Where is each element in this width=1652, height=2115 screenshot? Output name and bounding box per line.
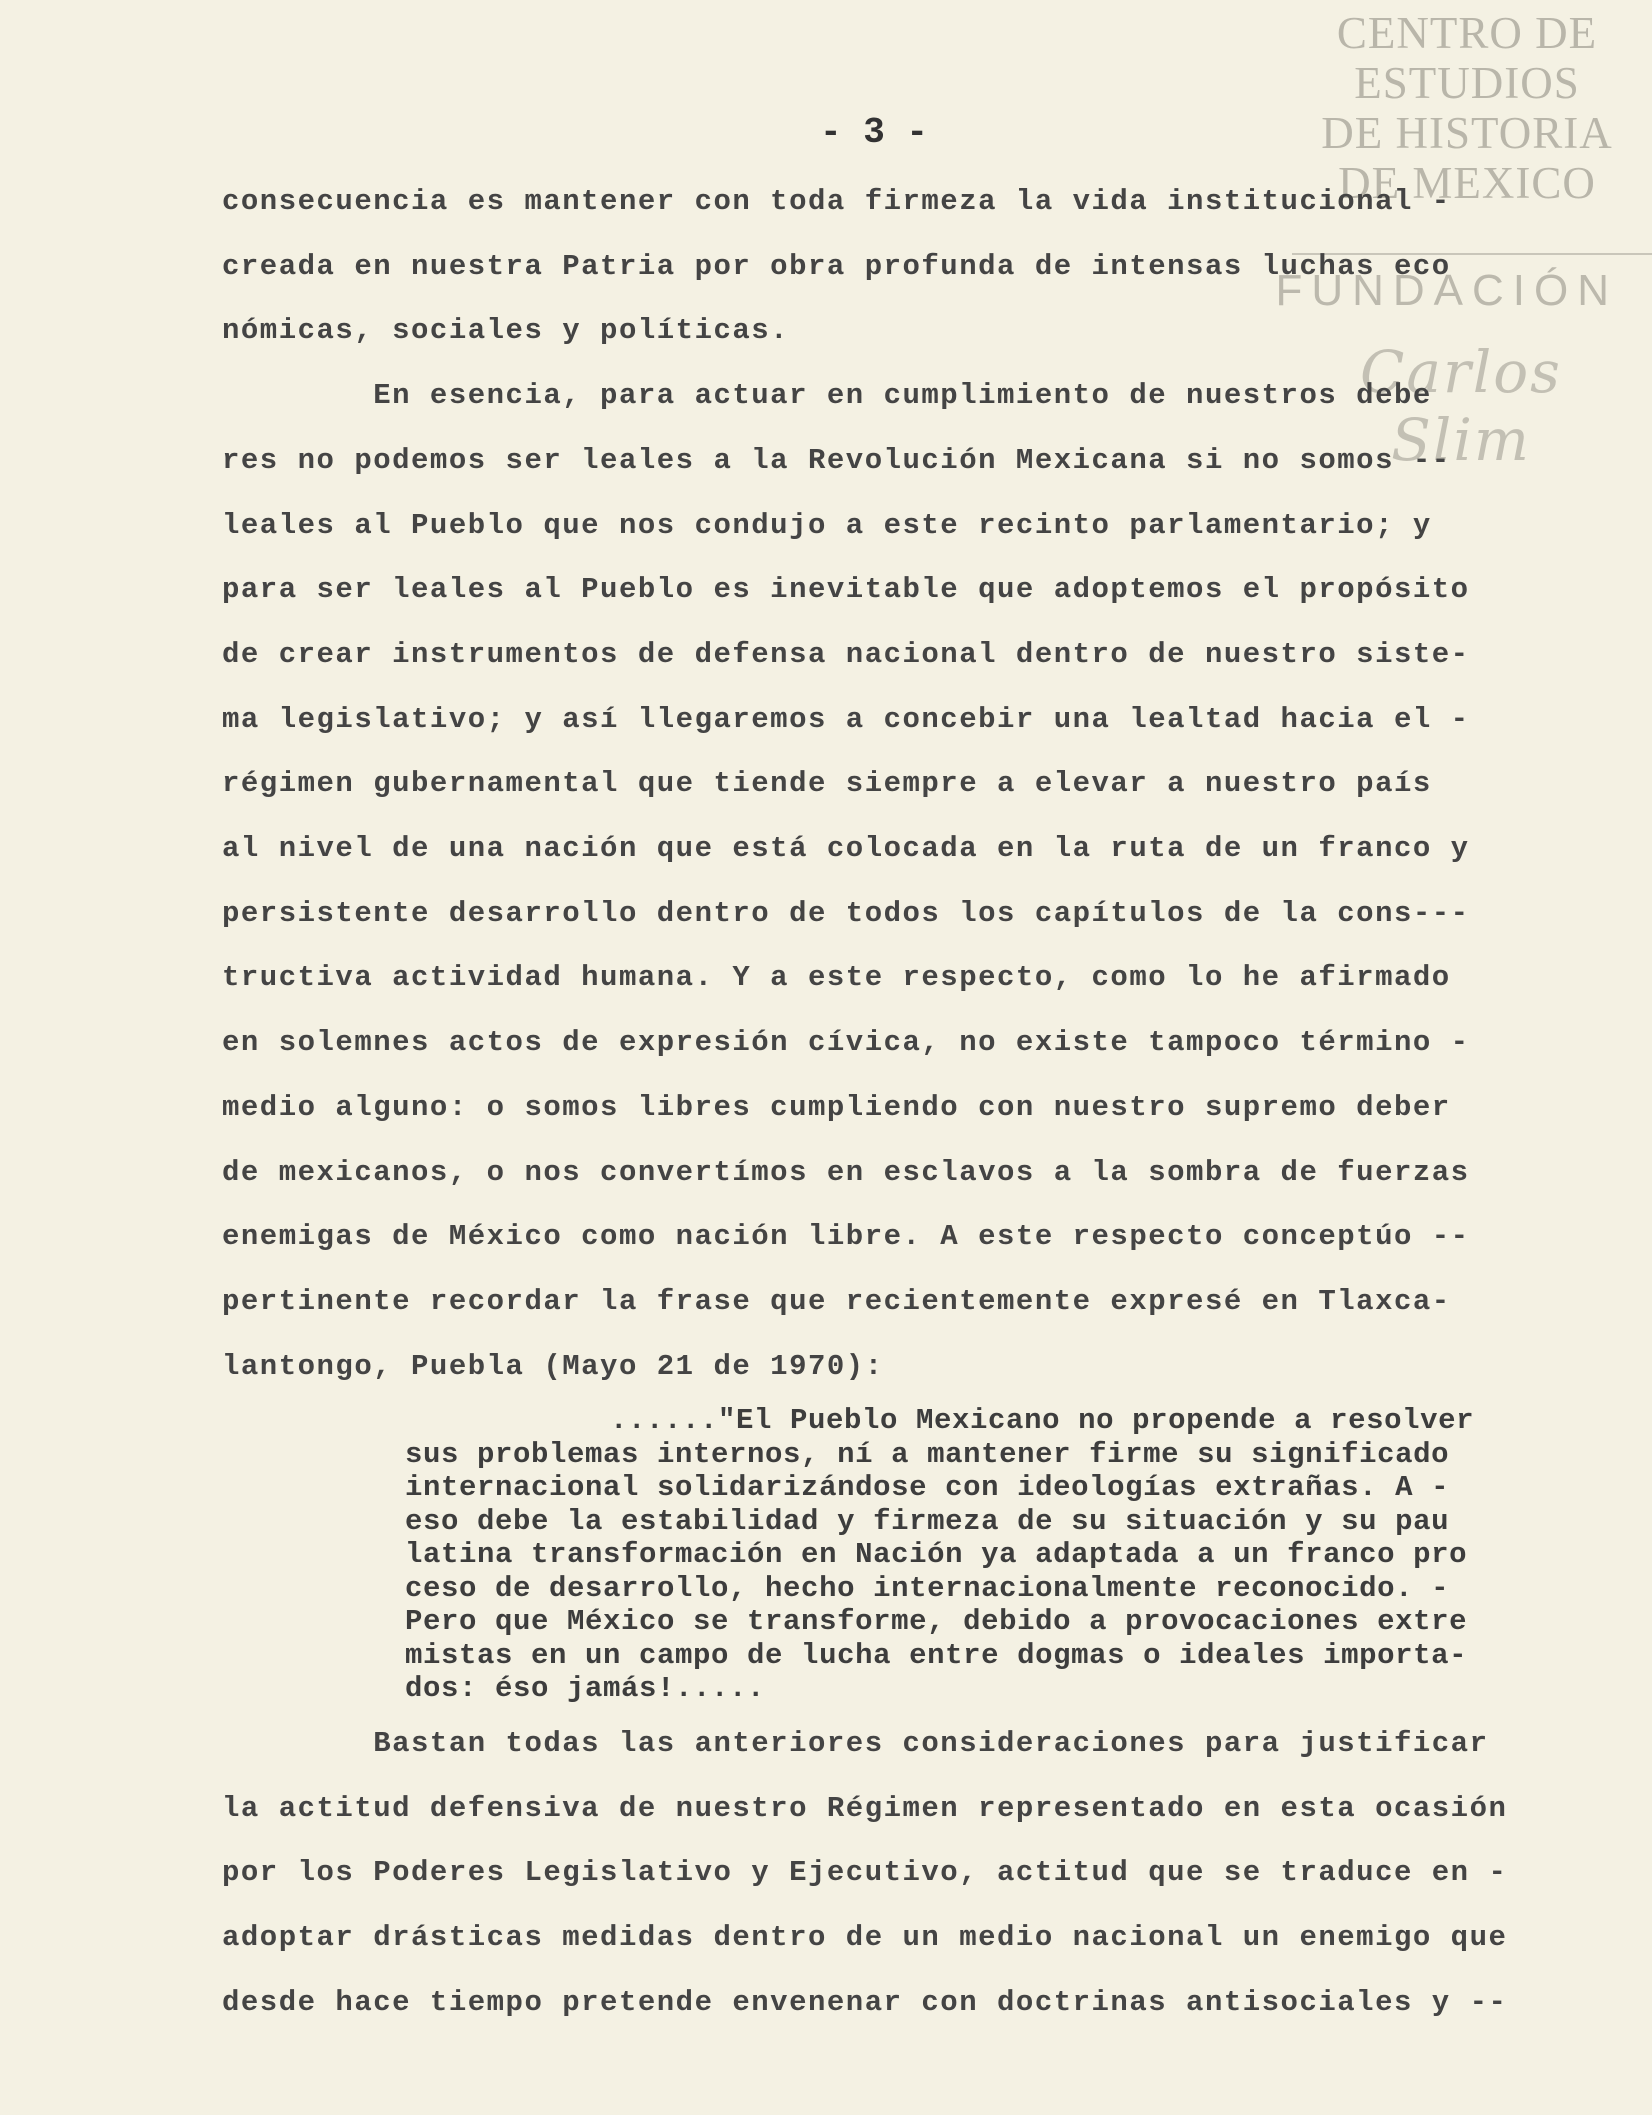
text-line: consecuencia es mantener con toda firmeza la vida institucional - [222, 185, 1451, 218]
text-line: Bastan todas las anteriores consideraciones para justificar [222, 1727, 1489, 1760]
text-line: de mexicanos, o nos convertímos en esclavos a la sombra de fuerzas [222, 1155, 1470, 1189]
page-number: - 3 - [820, 112, 929, 153]
text-line: persistente desarrollo dentro de todos los capítulos de la cons--- [222, 896, 1470, 930]
text-line: En esencia, para actuar en cumplimiento de nuestros debe [222, 379, 1432, 413]
quote-line: sus problemas internos, ní a mantener firme su significado [405, 1437, 1450, 1471]
text-line: en solemnes actos de expresión cívica, no existe tampoco término - [222, 1026, 1470, 1060]
quote-line: latina transformación en Nación ya adaptada a un franco pro [405, 1538, 1468, 1571]
text-line: pertinente recordar la frase que recientemente expresé en Tlaxca- [222, 1284, 1451, 1318]
quote-line: ......"El Pueblo Mexicano no propende a resolver [610, 1404, 1475, 1437]
watermark-line-2: ESTUDIOS [1354, 58, 1580, 108]
quote-line: eso debe la estabilidad y firmeza de su situación y su pau [405, 1504, 1450, 1538]
block-quote [405, 1404, 1585, 1706]
quote-line: internacional solidarizándose con ideologías extrañas. A - [405, 1471, 1450, 1504]
quote-line: ceso de desarrollo, hecho internacionalmente reconocido. - [405, 1571, 1450, 1605]
quote-line: Pero que México se transforme, debido a provocaciones extre [405, 1605, 1468, 1638]
text-line: tructiva actividad humana. Y a este respecto, como lo he afirmado [222, 961, 1451, 995]
watermark-line-1: CENTRO DE [1336, 8, 1598, 58]
quote-line: dos: éso jamás!..... [405, 1672, 766, 1705]
text-line: de crear instrumentos de defensa nacional dentro de nuestro siste- [222, 637, 1470, 671]
watermark-line-3: DE HISTORIA [1321, 108, 1613, 158]
text-line: desde hace tiempo pretende envenenar con doctrinas antisociales y -- [222, 1985, 1508, 2019]
watermark-line-4: DE MEXICO [1338, 158, 1596, 208]
watermark-signature: Carlos Slim [1360, 338, 1562, 474]
text-line: res no podemos ser leales a la Revolución Mexicana si no somos -- [222, 443, 1451, 477]
text-line: para ser leales al Pueblo es inevitable que adoptemos el propósito [222, 573, 1470, 607]
text-line: la actitud defensiva de nuestro Régimen representado en esta ocasión [222, 1791, 1508, 1825]
text-line: nómicas, sociales y políticas. [222, 314, 790, 348]
body-text-bottom [222, 1712, 1602, 2036]
text-line: leales al Pueblo que nos condujo a este recinto parlamentario; y [222, 508, 1432, 542]
text-line: régimen gubernamental que tiende siempre a elevar a nuestro país [222, 767, 1432, 801]
text-line: creada en nuestra Patria por obra profunda de intensas luchas eco [222, 249, 1451, 283]
text-line: ma legislativo; y así llegaremos a concebir una lealtad hacia el - [222, 702, 1470, 736]
quote-line: mistas en un campo de lucha entre dogmas o ideales importa- [405, 1638, 1468, 1672]
text-line: adoptar drásticas medidas dentro de un medio nacional un enemigo que [222, 1921, 1508, 1955]
body-text-top [222, 170, 1562, 1399]
text-line: lantongo, Puebla (Mayo 21 de 1970): [222, 1349, 884, 1383]
text-line: medio alguno: o somos libres cumpliendo con nuestro supremo deber [222, 1090, 1451, 1124]
text-line: por los Poderes Legislativo y Ejecutivo, actitud que se traduce en - [222, 1856, 1508, 1890]
text-line: al nivel de una nación que está colocada en la ruta de un franco y [222, 832, 1470, 866]
text-line: enemigas de México como nación libre. A este respecto conceptúo -- [222, 1220, 1470, 1254]
watermark-foundation: FUNDACIÓN [1275, 266, 1618, 315]
